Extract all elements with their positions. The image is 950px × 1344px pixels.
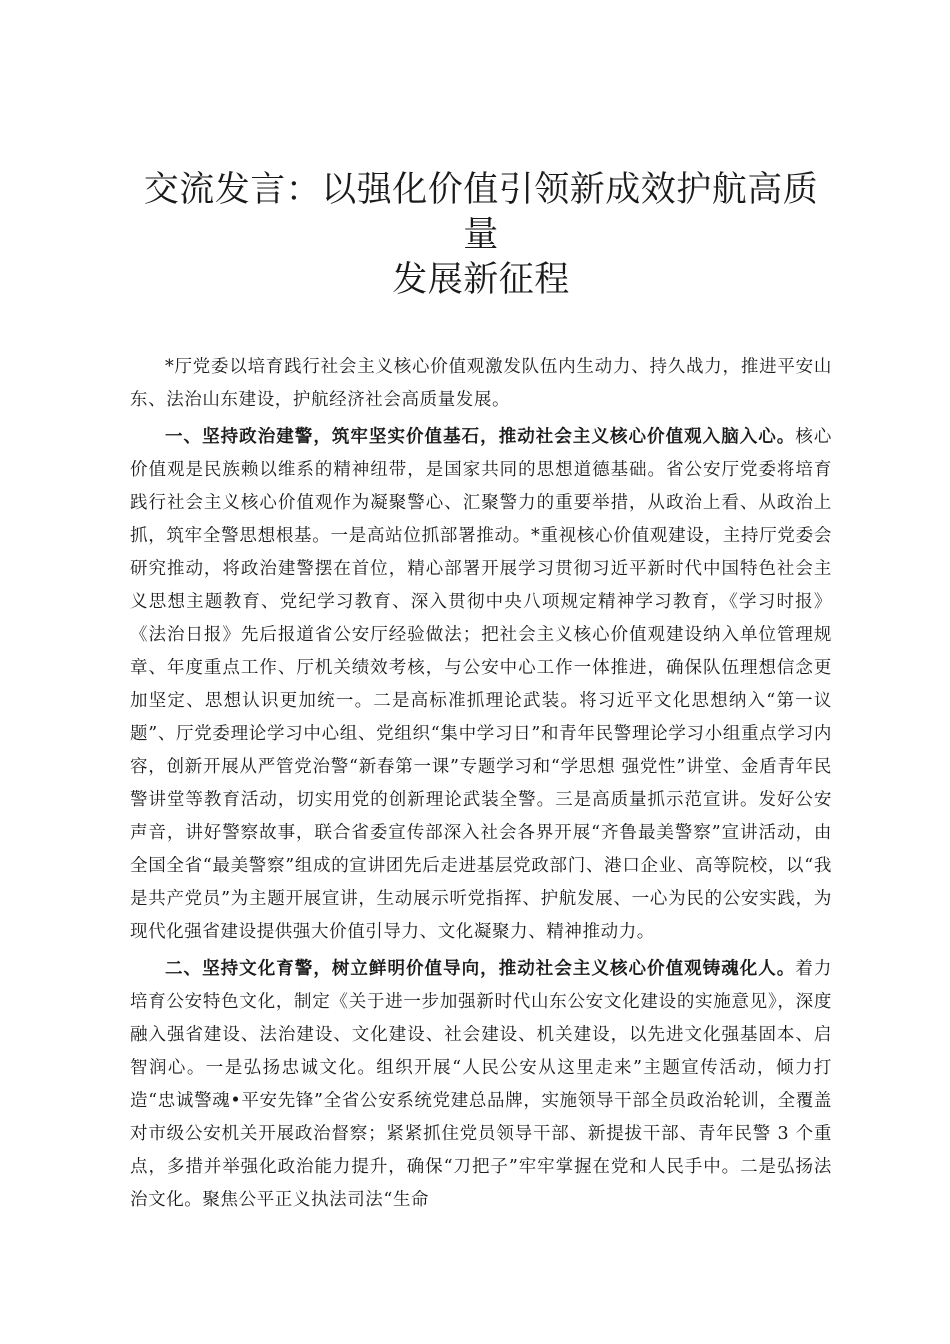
section-1-heading: 一、坚持政治建警，筑牢坚实价值基石，推动社会主义核心价值观入脑入心。 [165,427,796,447]
intro-paragraph: *厅党委以培育践行社会主义核心价值观激发队伍内生动力、持久战力，推进平安山东、法治山东建设，护航经济社会高质量发展。 [130,357,832,410]
title-line-2: 发展新征程 [392,260,570,300]
title-line-1: 交流发言：以强化价值引领新成效护航高质量 [143,170,819,255]
section-1-body: 核心价值观是民族赖以维系的精神纽带，是国家共同的思想道德基础。省公安厅党委将培育践行社会主义核心价值观作为凝聚警心、汇聚警力的重要举措，从政治上看、从政治上抓，筑牢全警思想根基。一是高站位抓部署推动。*重视核心价值观建设，主持厅党委会研究推动，将政治建警摆在首位，精心部署开展学习贯彻习近平新时代中国特色社会主义思想主题教育、党纪学习教育、深入贯彻中央八项规定精神学习教育，《学习时报》《法治日报》先后报道省公安厅经验做法；把社会主义核心价值观建设纳入单位管理规章、年度重点工作、厅机关绩效考核，与公安中心工作一体推进，确保队伍理想信念更加坚定、思想认识更加统一。二是高标准抓理论武装。将习近平文化思想纳入“第一议题”、厅党委理论学习中心组、党组织“集中学习日”和青年民警理论学习小组重点学习内容，创新开展从严管党治警“新春第一课”专题学习和“学思想 强党性”讲堂、金盾青年民警讲堂等教育活动，切实用党的创新理论武装全警。三是高质量抓示范宣讲。发好公安声音，讲好警察故事，联合省委宣传部深入社会各界开展“齐鲁最美警察”宣讲活动，由全国全省“最美警察”组成的宣讲团先后走进基层党政部门、港口企业、高等院校，以“我是共产党员”为主题开展宣讲，生动展示听党指挥、护航发展、一心为民的公安实践，为现代化强省建设提供强大价值引导力、文化凝聚力、精神推动力。 [130,427,832,942]
document-page [130,0,832,1217]
document-title [130,168,832,303]
section-2-body: 着力培育公安特色文化，制定《关于进一步加强新时代山东公安文化建设的实施意见》，深度融入强省建设、法治建设、文化建设、社会建设、机关建设，以先进文化强基固本、启智润心。一是弘扬忠诚文化。组织开展“人民公安从这里走来”主题宣传活动，倾力打造“忠诚警魂•平安先锋”全省公安系统党建总品牌，实施领导干部全员政治轮训，全覆盖对市级公安机关开展政治督察；紧紧抓住党员领导干部、新提拔干部、青年民警 3 个重点，多措并举强化政治能力提升，确保“刀把子”牢牢掌握在党和人民手中。二是弘扬法治文化。聚焦公平正义执法司法“生命 [130,959,832,1210]
section-2-heading: 二、坚持文化育警，树立鲜明价值导向，推动社会主义核心价值观铸魂化人。 [165,959,796,979]
section-1-paragraph [130,421,832,949]
document-body [130,351,832,1217]
section-2-paragraph [130,953,832,1217]
